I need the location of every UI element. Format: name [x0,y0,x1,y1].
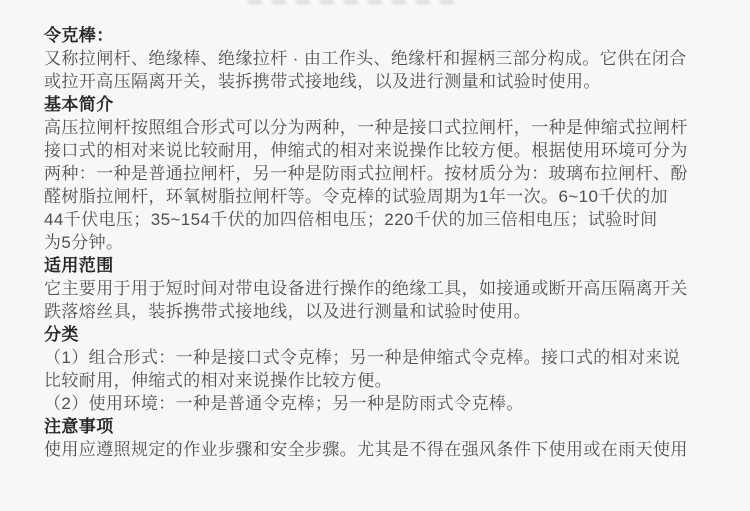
applicable-scope-line: 跌落熔丝具，装拆携带式接地线，以及进行测量和试验时使用。 [44,302,532,321]
basic-intro-line: 44千伏电压；35~154千伏的加四倍相电压；220千伏的加三倍相电压；试验时间 [44,210,658,229]
basic-intro-line: 醛树脂拉闸杆，环氧树脂拉闸杆等。令克棒的试验周期为1年一次。6~10千伏的加 [44,187,668,206]
basic-intro-line: 接口式的相对来说比较耐用，伸缩式的相对来说操作比较方便。根据使用环境可分为 [44,141,688,160]
applicable-scope-line: 它主要用于用于短时间对带电设备进行操作的绝缘工具，如接通或断开高压隔离开关 [44,279,688,298]
intro-line: 或拉开高压隔离开关，装拆携带式接地线，以及进行测量和试验时使用。 [44,72,601,91]
precautions-line: 使用应遵照规定的作业步骤和安全步骤。尤其是不得在强风条件下使用或在雨天使用 [44,440,688,459]
basic-intro-line: 为5分钟。 [44,233,124,252]
article-title: 令克棒： [44,26,114,45]
classification-line: 比较耐用，伸缩式的相对来说操作比较方便。 [44,371,392,390]
basic-intro-line: 高压拉闸杆按照组合形式可以分为两种，一种是接口式拉闸杆，一种是伸缩式拉闸杆 [44,118,688,137]
section-heading-applicable-scope: 适用范围 [44,256,114,275]
section-heading-classification: 分类 [44,325,79,344]
basic-intro-line: 两种：一种是普通拉闸杆，另一种是防雨式拉闸杆。按材质分为：玻璃布拉闸杆、酚 [44,164,688,183]
section-heading-basic-intro: 基本简介 [44,95,114,114]
intro-line: 又称拉闸杆、绝缘棒、绝缘拉杆 · 由工作头、绝缘杆和握柄三部分构成。它供在闭合 [44,49,687,68]
clipped-text-remnant [248,0,453,4]
classification-line: （2）使用环境：一种是普通令克棒；另一种是防雨式令克棒。 [44,394,524,413]
section-heading-precautions: 注意事项 [44,417,114,436]
classification-line: （1）组合形式：一种是接口式令克棒；另一种是伸缩式令克棒。接口式的相对来说 [44,348,681,367]
article-content [44,24,712,461]
